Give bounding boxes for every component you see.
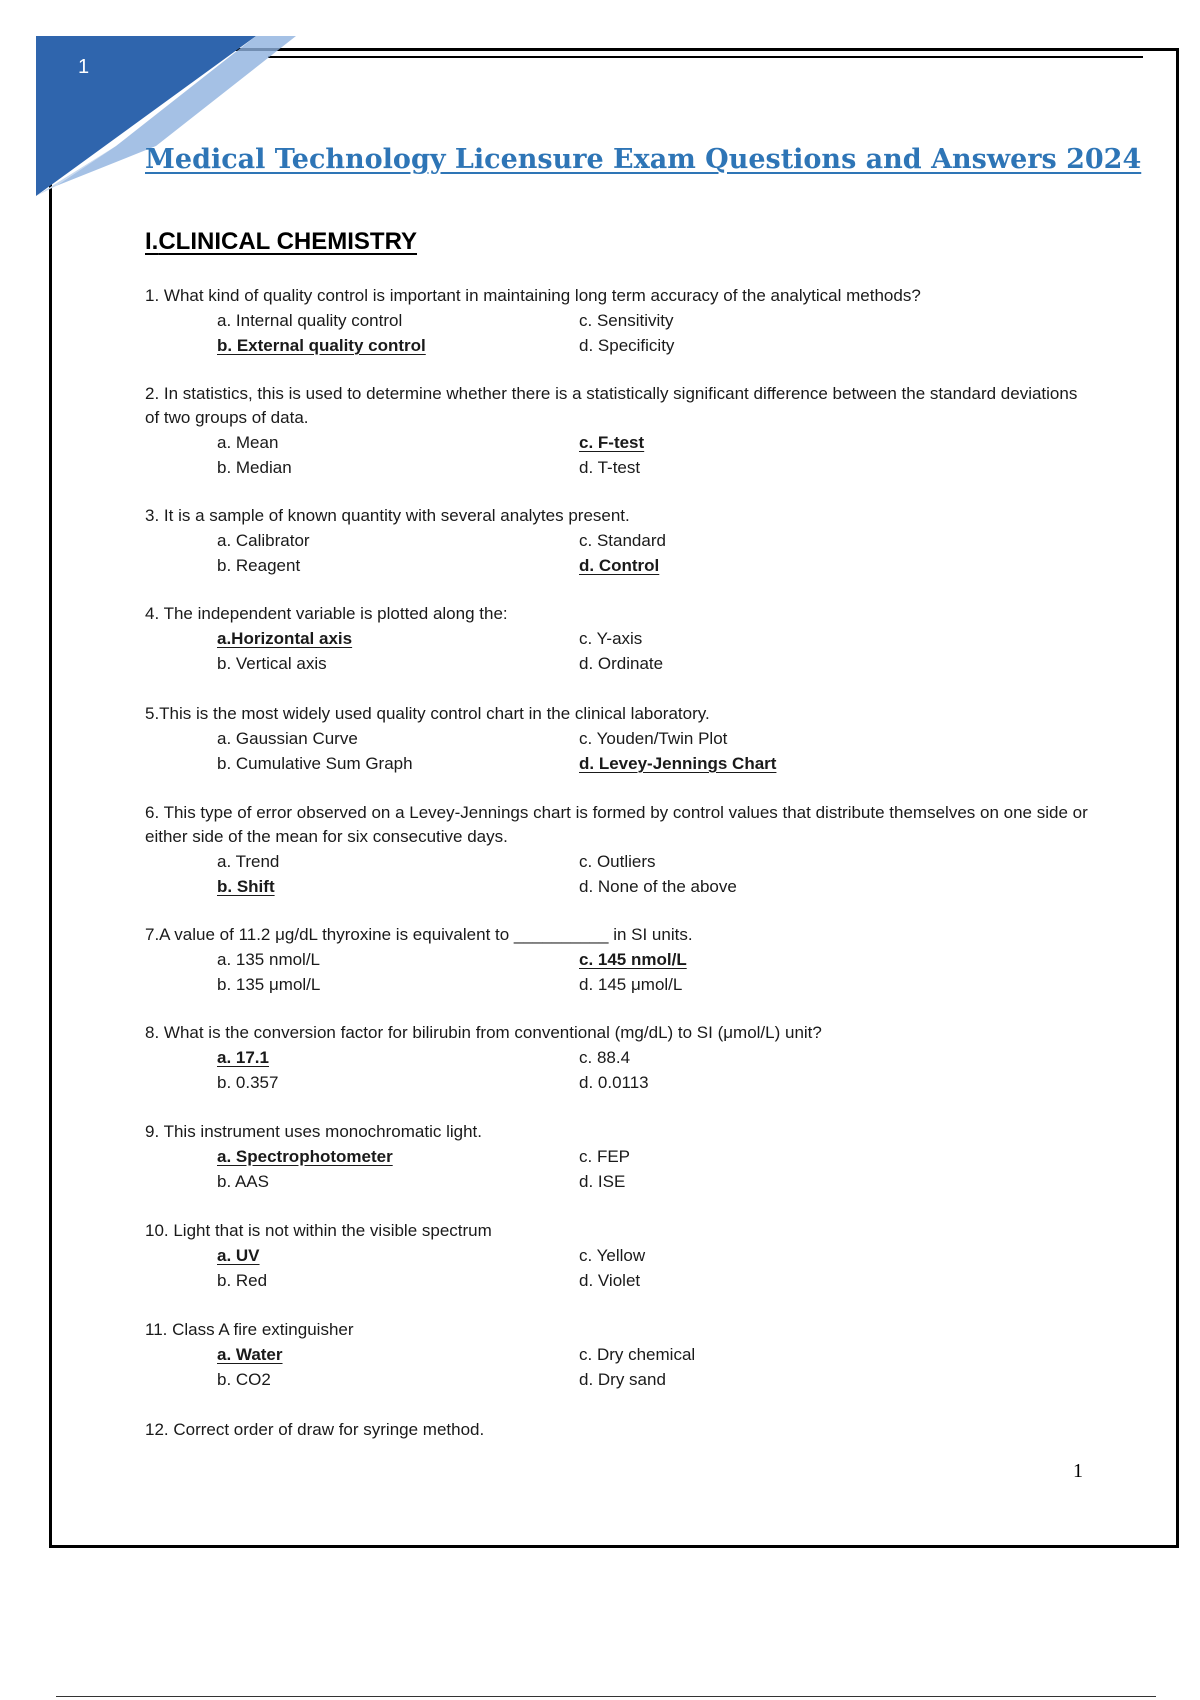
question-text: 2. In statistics, this is used to determine whether there is a statistically significant difference between the standard deviations of two groups of data.	[145, 384, 1078, 427]
correct-answer-option: a. Water	[217, 1345, 283, 1364]
page-number: 1	[1073, 1460, 1083, 1482]
header-rule	[268, 56, 1143, 58]
question-text: 9. This instrument uses monochromatic light.	[145, 1122, 482, 1141]
corner-decoration	[36, 36, 296, 206]
answer-option: d. T-test	[579, 458, 641, 477]
question-11	[145, 1318, 1095, 1392]
answer-options	[145, 1243, 1095, 1293]
answer-option: a. Mean	[217, 433, 279, 452]
question-10	[145, 1219, 1095, 1293]
answer-options	[145, 430, 1095, 480]
correct-answer-option: a. 17.1	[217, 1048, 269, 1067]
question-text: 7.A value of 11.2 μg/dL thyroxine is equivalent to __________ in SI units.	[145, 925, 693, 944]
question-5	[145, 702, 1095, 776]
answer-option: d. Specificity	[579, 336, 675, 355]
question-8	[145, 1021, 1095, 1095]
correct-answer-option: b. External quality control	[217, 336, 426, 355]
answer-option: c. Y-axis	[579, 629, 643, 648]
answer-option: d. None of the above	[579, 877, 737, 896]
question-text: 8. What is the conversion factor for bilirubin from conventional (mg/dL) to SI (μmol/L) unit?	[145, 1023, 822, 1042]
question-text: 3. It is a sample of known quantity with several analytes present.	[145, 506, 630, 525]
answer-options	[145, 1144, 1095, 1194]
answer-option: a. Trend	[217, 852, 280, 871]
answer-option: d. 0.0113	[579, 1073, 649, 1092]
answer-option: b. Cumulative Sum Graph	[217, 754, 413, 773]
answer-option: c. Youden/Twin Plot	[579, 729, 728, 748]
question-2	[145, 382, 1095, 480]
answer-options	[145, 528, 1095, 578]
question-9	[145, 1120, 1095, 1194]
answer-option: b. 0.357	[217, 1073, 279, 1092]
question-text: 1. What kind of quality control is important in maintaining long term accuracy of the analytical methods?	[145, 286, 921, 305]
section-prefix: I.	[145, 228, 159, 255]
answer-option: b. 135 μmol/L	[217, 975, 321, 994]
answer-option: c. Sensitivity	[579, 311, 674, 330]
answer-option: b. Vertical axis	[217, 654, 327, 673]
answer-option: a. Calibrator	[217, 531, 310, 550]
question-text: 6. This type of error observed on a Levey-Jennings chart is formed by control values that distribute themselves on one side or either side of the mean for six consecutive days.	[145, 803, 1088, 846]
correct-answer-option: c. 145 nmol/L	[579, 950, 687, 969]
question-12	[145, 1418, 1095, 1442]
answer-option: b. Reagent	[217, 556, 301, 575]
answer-options	[145, 1342, 1095, 1392]
answer-option: c. 88.4	[579, 1048, 631, 1067]
answer-option: a. Gaussian Curve	[217, 729, 358, 748]
corner-page-badge: 1	[78, 56, 90, 78]
correct-answer-option: d. Control	[579, 556, 660, 575]
answer-option: c. Dry chemical	[579, 1345, 696, 1364]
answer-option: c. Yellow	[579, 1246, 646, 1265]
question-text: 10. Light that is not within the visible spectrum	[145, 1221, 492, 1240]
correct-answer-option: a. Spectrophotometer	[217, 1147, 393, 1166]
answer-option: a. Internal quality control	[217, 311, 403, 330]
question-text: 4. The independent variable is plotted along the:	[145, 604, 508, 623]
correct-answer-option: d. Levey-Jennings Chart	[579, 754, 777, 773]
answer-option: b. Red	[217, 1271, 268, 1290]
question-text: 12. Correct order of draw for syringe method.	[145, 1420, 485, 1439]
answer-option: b. Median	[217, 458, 292, 477]
answer-options	[145, 726, 1095, 776]
answer-option: c. Outliers	[579, 852, 656, 871]
section-heading	[145, 228, 417, 256]
answer-option: d. Violet	[579, 1271, 641, 1290]
answer-option: b. AAS	[217, 1172, 269, 1191]
answer-option: d. 145 μmol/L	[579, 975, 683, 994]
answer-option: d. ISE	[579, 1172, 626, 1191]
answer-option: b. CO2	[217, 1370, 271, 1389]
question-list	[145, 284, 1095, 1442]
answer-option: a. 135 nmol/L	[217, 950, 321, 969]
answer-option: c. Standard	[579, 531, 666, 550]
answer-options	[145, 849, 1095, 899]
question-text: 11. Class A fire extinguisher	[145, 1320, 354, 1339]
correct-answer-option: c. F-test	[579, 433, 645, 452]
answer-options	[145, 947, 1095, 997]
next-page-rule	[56, 1696, 1156, 1697]
question-3	[145, 504, 1095, 578]
answer-options	[145, 626, 1095, 676]
answer-options	[145, 308, 1095, 358]
answer-option: d. Ordinate	[579, 654, 664, 673]
question-text: 5.This is the most widely used quality control chart in the clinical laboratory.	[145, 704, 710, 723]
correct-answer-option: a. UV	[217, 1246, 260, 1265]
correct-answer-option: a.Horizontal axis	[217, 629, 353, 648]
answer-option: c. FEP	[579, 1147, 631, 1166]
question-4	[145, 602, 1095, 676]
correct-answer-option: b. Shift	[217, 877, 275, 896]
answer-option: d. Dry sand	[579, 1370, 666, 1389]
answer-options	[145, 1045, 1095, 1095]
question-7	[145, 923, 1095, 997]
document-title: Medical Technology Licensure Exam Questions and Answers 2024	[145, 144, 1142, 175]
question-6	[145, 801, 1095, 899]
section-title: CLINICAL CHEMISTRY	[158, 228, 418, 255]
question-1	[145, 284, 1095, 358]
